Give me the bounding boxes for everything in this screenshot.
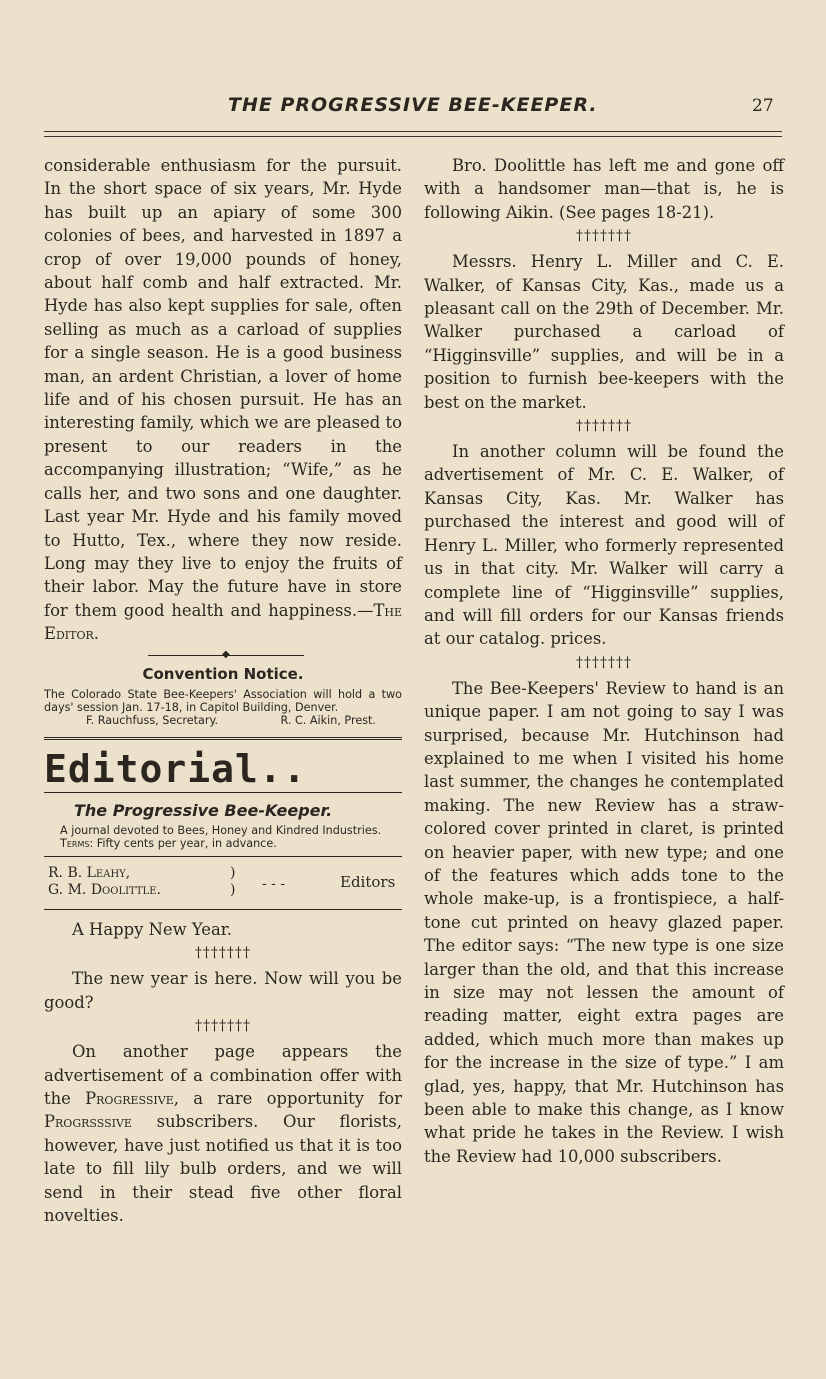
editor-brace: ) ) [230, 864, 236, 898]
dagger-divider: ††††††† [576, 654, 632, 671]
terms-rule [44, 856, 402, 857]
miller-walker-paragraph: Messrs. Henry L. Miller and C. E. Walker, of Kansas City, Kas., made us a pleasant call on the 29th of December. Mr. Walker purchased a carload of “Higginsville” supplies, and will be in a position to furnish bee-keepers with the best on the market. [424, 252, 784, 412]
journal-terms [60, 837, 402, 850]
convention-notice-president: R. C. Aikin, Prest. [280, 713, 376, 727]
left-column [44, 154, 402, 1227]
offer-text-a: On another page appears the advertisement of a combination offer with the [44, 1042, 402, 1108]
walker-advertisement-paragraph: In another column will be found the advertisement of Mr. C. E. Walker, of Kansas City, Kas. Mr. Walker has purchased the interest and good will of Henry L. Miller, who formerly represented us in that city. Mr. Walker will carry a complete line of “Higginsville” supplies, and will fill orders for our Kansas friends at our catalog. prices. [424, 442, 784, 649]
editor-dashes: - - - [262, 875, 286, 892]
review-paragraph: The Bee-Keepers' Review to hand is an unique paper. I am not going to say I was surprised, because Mr. Hutchinson had explained to me when I visited his home last summer, the changes he contemplated making. The new Review has a straw-colored cover printed in claret, is printed on heavier paper, with new type; and one of the features which adds tone to the whole make-up, is a frontispiece, a half-tone cut printed on heavy glazed paper. The editor says: “The new type is one size larger than the old, and that this increase in size may not lessen the amount of reading matter, eight extra pages are added, which much more than makes up for the increase in the size of type.” I am glad, yes, happy, that Mr. Hutchinson has been able to make this change, as I know what pride he takes in the Review. I wish the Review had 10,000 subscribers. [424, 678, 784, 1166]
running-title: THE PROGRESSIVE BEE-KEEPER. [228, 94, 598, 116]
dagger-divider: ††††††† [195, 1018, 251, 1035]
journal-title: The Progressive Bee-Keeper. [74, 800, 333, 820]
dagger-divider: ††††††† [576, 418, 632, 435]
running-header [0, 94, 826, 122]
header-rule-bottom [44, 136, 782, 137]
editors-rule [44, 909, 402, 910]
hyde-paragraph [44, 154, 402, 646]
right-column [424, 154, 784, 1168]
editor-doolittle: G. M. Doolittle. [48, 881, 161, 898]
editor-names [48, 865, 161, 899]
page-number: 27 [752, 96, 774, 116]
offer-progressive-2: Progrsssive [44, 1112, 132, 1132]
masthead-underline [44, 792, 402, 793]
editors-block [44, 865, 402, 905]
doolittle-paragraph: Bro. Doolittle has left me and gone off with a handsomer man—that is, he is following Aikin. (See pages 18-21). [424, 156, 784, 222]
section-ornament: ◆ [44, 650, 402, 660]
journal-description: A journal devoted to Bees, Honey and Kindred Industries. [60, 823, 382, 837]
editor-signature: The Editor. [44, 600, 402, 644]
convention-notice-secretary: F. Rauchfuss, Secretary. [86, 713, 219, 727]
new-year-paragraph: The new year is here. Now will you be good? [44, 969, 402, 1012]
header-rule-top [44, 131, 782, 132]
editor-leahy: R. B. Leahy, [48, 864, 131, 881]
combination-offer-paragraph [44, 1040, 402, 1227]
hyde-text: considerable enthusiasm for the pursuit. In the short space of six years, Mr. Hyde has built up an apiary of some 300 colonies of bees, and harvested in 1897 a crop of over 19,000 pounds of honey, about half comb and half extracted. Mr. Hyde has also kept supplies for sale, often selling as much as a carload of supplies for a single season. He is a good business man, an ardent Christian, a lover of home life and of his chosen pursuit. He has an interesting family, which we are pleased to present to our readers in the accompanying illustration; “Wife,” as he calls her, and two sons and one daughter. Last year Mr. Hyde and his family moved to Hutto, Tex., where they now reside. Long may they live to enjoy the fruits of their labor. May the future have in store for them good health and happiness.— [44, 156, 402, 620]
editorial-masthead: Editorial.. [44, 746, 307, 791]
convention-notice-title: Convention Notice. [142, 664, 304, 683]
terms-label: Terms: [60, 836, 94, 850]
dagger-divider: ††††††† [576, 228, 632, 245]
dagger-divider: ††††††† [195, 945, 251, 962]
offer-text-c: subscribers. Our florists, however, have just notified us that it is too late to fill lily bulb orders, and we will send in their stead five other floral novelties. [44, 1112, 402, 1225]
masthead-rule [44, 737, 402, 740]
offer-progressive: Progressive [85, 1088, 174, 1108]
terms-text: Fifty cents per year, in advance. [96, 836, 277, 850]
editors-label: Editors [340, 872, 396, 891]
convention-notice-text: The Colorado State Bee-Keepers' Association will hold a two days' session Jan. 17-18, in Capitol Building, Denver. [44, 687, 402, 714]
happy-new-year-heading: A Happy New Year. [72, 919, 232, 939]
offer-text-b: , a rare opportunity for [173, 1088, 402, 1108]
